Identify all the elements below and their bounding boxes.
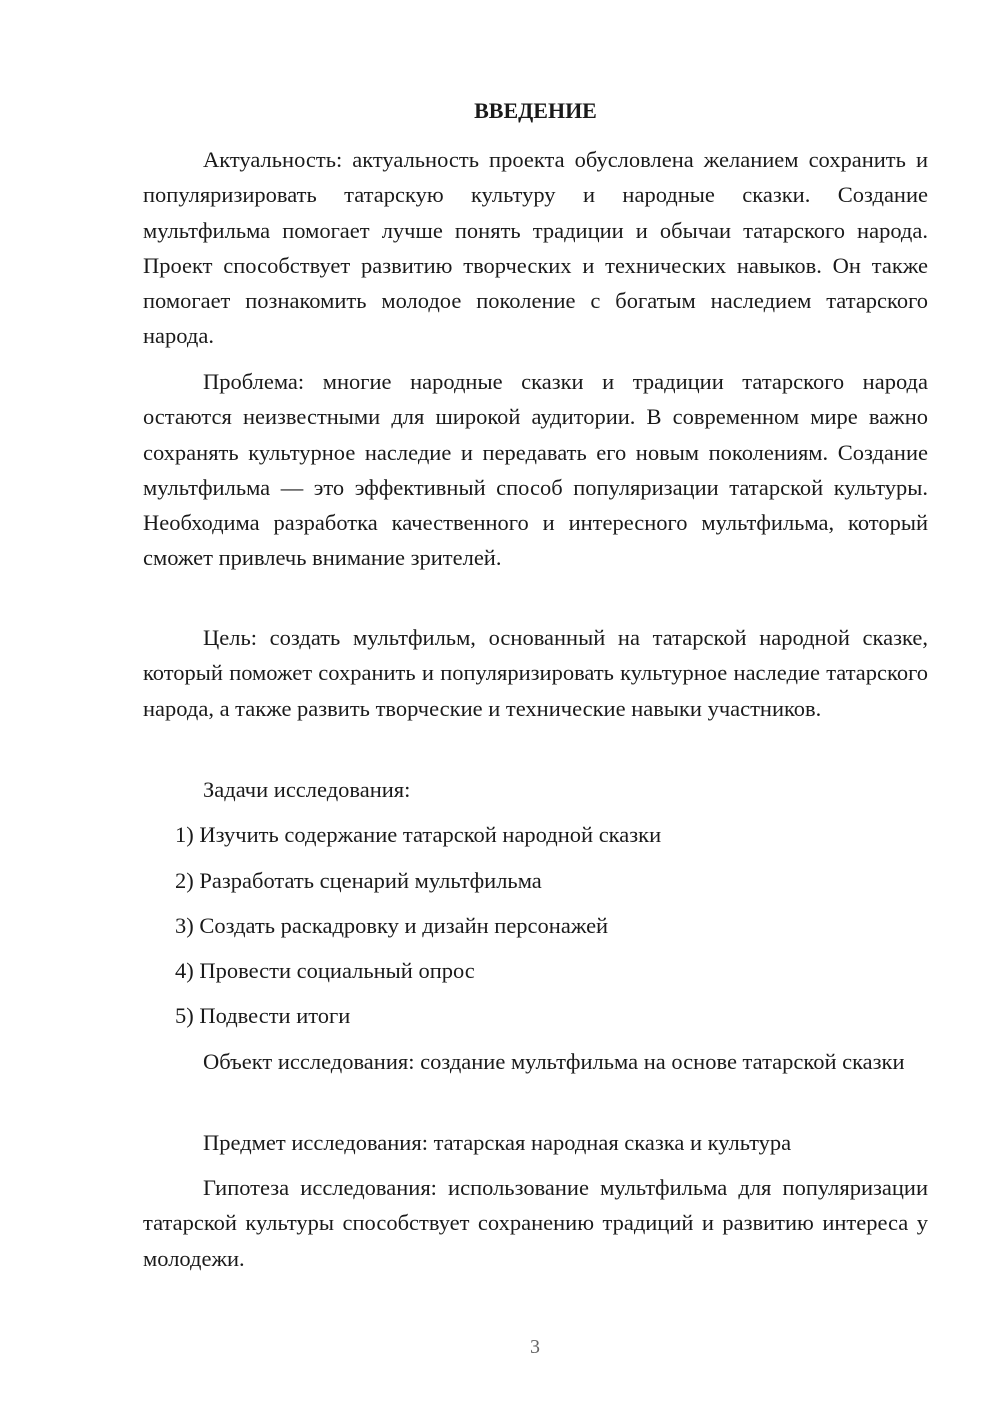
section-heading: ВВЕДЕНИЕ <box>474 98 597 123</box>
hypothesis-paragraph: Гипотеза исследования: использование мультфильма для популяризации татарской культуры способствует сохранению традиций и развитию интереса у молодежи. <box>143 1175 928 1271</box>
relevance-paragraph: Актуальность: актуальность проекта обусловлена желанием сохранить и популяризировать татарскую культуру и народные сказки. Создание мультфильма помогает лучше понять традиции и обычаи татарского народа. Проект способствует развитию творческих и технических навыков. Он также помогает познакомить молодое поколение с богатым наследием татарского народа. <box>143 147 928 349</box>
task-item: 2) Разработать сценарий мультфильма <box>175 868 542 893</box>
problem-paragraph: Проблема: многие народные сказки и традиции татарского народа остаются неизвестными для широкой аудитории. В современном мире важно сохранять культурное наследие и передавать его новым поколениям. Создание мультфильма — это эффективный способ популяризации татарской культуры. Необходима разработка качественного и интересного мультфильма, который сможет привлечь внимание зрителей. <box>143 369 928 571</box>
task-item: 4) Провести социальный опрос <box>175 958 475 983</box>
task-item: 3) Создать раскадровку и дизайн персонажей <box>175 913 609 938</box>
page-number: 3 <box>530 1336 540 1358</box>
task-item: 5) Подвести итоги <box>175 1003 351 1028</box>
goal-paragraph: Цель: создать мультфильм, основанный на татарской народной сказке, который поможет сохранить и популяризировать культурное наследие татарского народа, а также развить творческие и технические навыки участников. <box>143 625 928 721</box>
subject-paragraph: Предмет исследования: татарская народная сказка и культура <box>203 1130 792 1155</box>
task-item: 1) Изучить содержание татарской народной сказки <box>175 822 662 847</box>
tasks-title: Задачи исследования: <box>203 777 411 802</box>
object-paragraph: Объект исследования: создание мультфильма на основе татарской сказки <box>203 1049 905 1074</box>
